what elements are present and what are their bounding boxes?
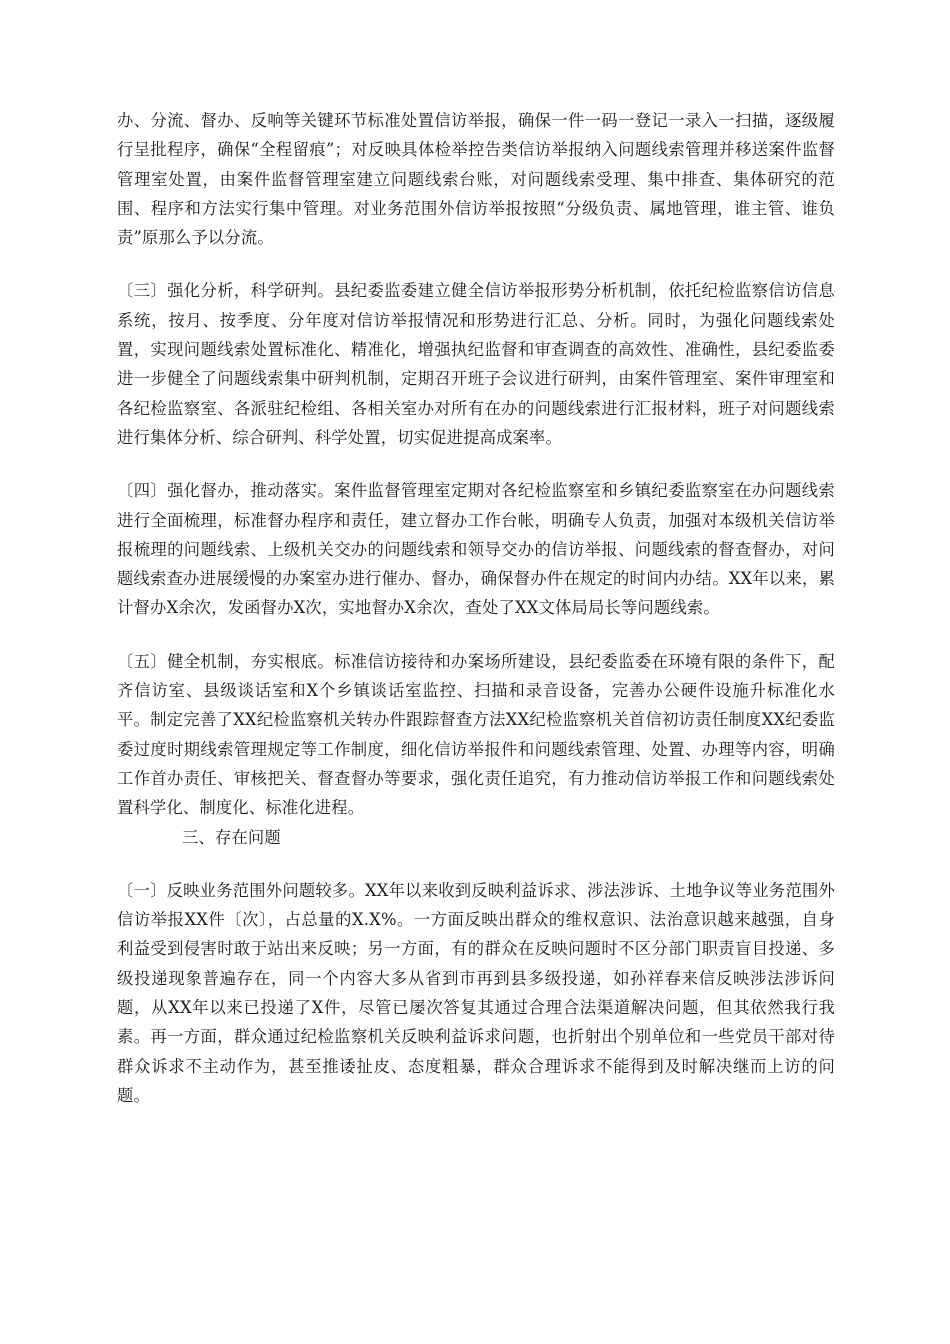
- paragraph-section-5: 〔五〕健全机制，夯实根底。标准信访接待和办案场所建设，县纪委监委在环境有限的条件下，配齐信访室、县级谈话室和X个乡镇谈话室监控、扫描和录音设备，完善办公硬件设施升标准化水平。制定完善了XX纪检监察机关转办件跟踪督查方法XX纪检监察机关首信初访责任制度XX纪委监委过度时期线索管理规定等工作制度，细化信访举报件和问题线索管理、处置、办理等内容，明确工作首办责任、审核把关、督查督办等要求，强化责任追究，有力推动信访举报工作和问题线索处置科学化、制度化、标准化进程。: [117, 651, 835, 818]
- paragraph-section-4: 〔四〕强化督办，推动落实。案件监督管理室定期对各纪检监察室和乡镇纪委监察室在办问题线索进行全面梳理，标准督办程序和责任，建立督办工作台帐，明确专人负责，加强对本级机关信访举报梳理的问题线索、上级机关交办的问题线索和领导交办的信访举报、问题线索的督查督办，对问题线索查办进展缓慢的办案室办进行催办、督办，确保督办件在规定的时间内办结。XX年以来，累计督办X余次，发函督办X次，实地督办X余次，查处了XX文体局局长等问题线索。: [117, 481, 835, 618]
- paragraph-continuation: 办、分流、督办、反响等关键环节标准处置信访举报，确保一件一码一登记一录入一扫描，逐级履行呈批程序，确保“全程留痕”；对反映具体检举控告类信访举报纳入问题线索管理并移送案件监督管理室处置，由案件监督管理室建立问题线索台账，对问题线索受理、集中排查、集体研究的范围、程序和方法实行集中管理。对业务范围外信访举报按照“分级负责、属地管理，谁主管、谁负责”原那么予以分流。: [117, 111, 835, 248]
- paragraph-problem-1: 〔一〕反映业务范围外问题较多。XX年以来收到反映利益诉求、涉法涉诉、土地争议等业务范围外信访举报XX件〔次〕，占总量的X.X%。一方面反映出群众的维权意识、法治意识越来越强，自身利益受到侵害时敢于站出来反映；另一方面，有的群众在反映问题时不区分部门职责盲目投递、多级投递现象普遍存在，同一个内容大多从省到市再到县多级投递，如孙祥春来信反映涉法涉诉问题，从XX年以来已投递了X件，尽管已屡次答复其通过合理合法渠道解决问题，但其依然我行我素。再一方面，群众通过纪检监察机关反映利益诉求问题，也折射出个别单位和一些党员干部对待群众诉求不主动作为，甚至推诿扯皮、态度粗暴，群众合理诉求不能得到及时解决继而上访的问题。: [117, 880, 835, 1105]
- paragraph-section-3: 〔三〕强化分析，科学研判。县纪委监委建立健全信访举报形势分析机制，依托纪检监察信访信息系统，按月、按季度、分年度对信访举报情况和形势进行汇总、分析。同时，为强化问题线索处置，实现问题线索处置标准化、精准化，增强执纪监督和审查调查的高效性、准确性，县纪委监委进一步健全了问题线索集中研判机制，定期召开班子会议进行研判，由案件管理室、案件审理室和各纪检监察室、各派驻纪检组、各相关室办对所有在办的问题线索进行汇报材料，班子对问题线索进行集体分析、综合研判、科学处置，切实促进提高成案率。: [117, 281, 835, 447]
- document-page: [117, 106, 835, 1110]
- section-heading-problems: 三、存在问题: [182, 827, 281, 847]
